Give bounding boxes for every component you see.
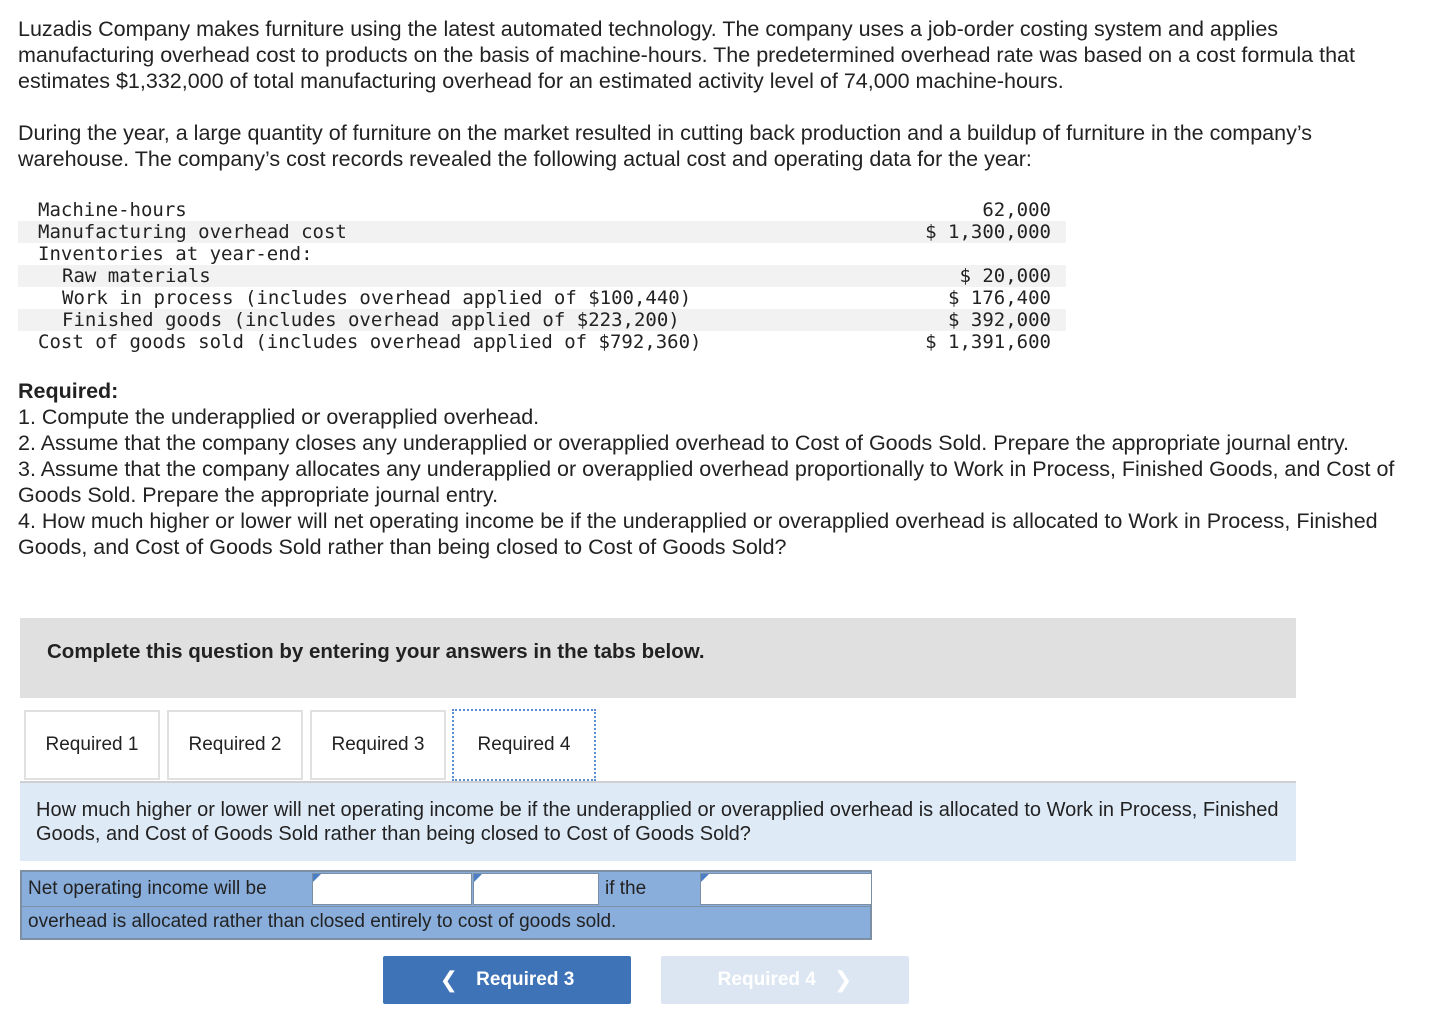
chevron-left-icon: ❮ [439,967,459,992]
tab-required-1[interactable]: Required 1 [24,710,160,780]
overhead-type-select[interactable] [700,873,872,905]
next-tab-button[interactable] [661,956,909,1004]
required-item-1: 1. Compute the underapplied or overapplied overhead. [18,405,540,429]
table-row [18,309,1066,331]
row-label: Raw materials [18,265,851,287]
row-value: $ 392,000 [851,309,1066,331]
tab-required-3[interactable]: Required 3 [310,710,446,780]
answer-label-end: overhead is allocated rather than closed entirely to cost of goods sold. [28,911,617,932]
direction-select[interactable] [312,873,472,905]
chevron-right-icon: ❯ [833,967,853,992]
required-item-4: 4. How much higher or lower will net operating income be if the underapplied or overapplied overhead is allocated to Work in Process, Finished Goods, and Cost of Goods Sold rather than being closed to Cost of Goods Sold? [18,509,1378,559]
amount-input[interactable] [473,873,599,905]
cost-data-table [18,199,1066,353]
row-label: Manufacturing overhead cost [18,221,851,243]
required-heading: Required: [18,379,119,403]
answer-label-mid: if the [605,878,647,899]
row-value: $ 1,300,000 [851,221,1066,243]
instruction-text: Complete this question by entering your answers in the tabs below. [47,640,705,663]
instruction-banner [20,618,1296,698]
next-tab-label: Required 4 [717,969,816,990]
table-row [18,265,1066,287]
question-panel [20,783,1296,861]
row-value: 62,000 [982,199,1051,221]
table-row [18,287,1066,309]
table-row [18,331,1066,353]
row-value: $ 20,000 [851,265,1066,287]
question-text: How much higher or lower will net operating income be if the underapplied or overapplied overhead is allocated to Work in Process, Finished Goods, and Cost of Goods Sold rather than being closed to Cost of Goods Sold? [36,799,1279,845]
required-item-2: 2. Assume that the company closes any underapplied or overapplied overhead to Cost of Goods Sold. Prepare the appropriate journal entry. [18,431,1350,455]
answer-label-start: Net operating income will be [28,878,267,899]
row-label: Cost of goods sold (includes overhead applied of $792,360) [38,331,702,353]
table-row [18,199,1066,221]
previous-tab-button[interactable] [383,956,631,1004]
required-section [18,378,1428,560]
row-label: Finished goods (includes overhead applied of $223,200) [18,309,851,331]
row-divider [22,906,870,907]
table-row [18,243,1066,265]
tab-required-2[interactable]: Required 2 [167,710,303,780]
intro-paragraph-1: Luzadis Company makes furniture using the latest automated technology. The company uses a job-order costing system and applies manufacturing overhead cost to products on the basis of machine-hours. The predetermined overhead rate was based on a cost formula that estimates $1,332,000 of total manufacturing overhead for an estimated activity level of 74,000 machine-hours. [18,17,1355,93]
answer-table [20,870,872,940]
intro-paragraph-2: During the year, a large quantity of furniture on the market resulted in cutting back production and a buildup of furniture in the company’s warehouse. The company’s cost records revealed the following actual cost and operating data for the year: [18,121,1312,171]
row-value: $ 176,400 [948,287,1051,309]
row-value [851,243,1066,265]
table-row [18,221,1066,243]
row-label: Work in process (includes overhead applied of $100,440) [62,287,692,309]
row-label: Inventories at year-end: [38,243,313,265]
row-value: $ 1,391,600 [925,331,1051,353]
tab-required-4[interactable]: Required 4 [452,709,596,781]
row-label: Machine-hours [38,199,187,221]
previous-tab-label: Required 3 [476,969,575,990]
required-item-3: 3. Assume that the company allocates any underapplied or overapplied overhead proportionally to Work in Process, Finished Goods, and Cost of Goods Sold. Prepare the appropriate journal entry. [18,457,1395,507]
